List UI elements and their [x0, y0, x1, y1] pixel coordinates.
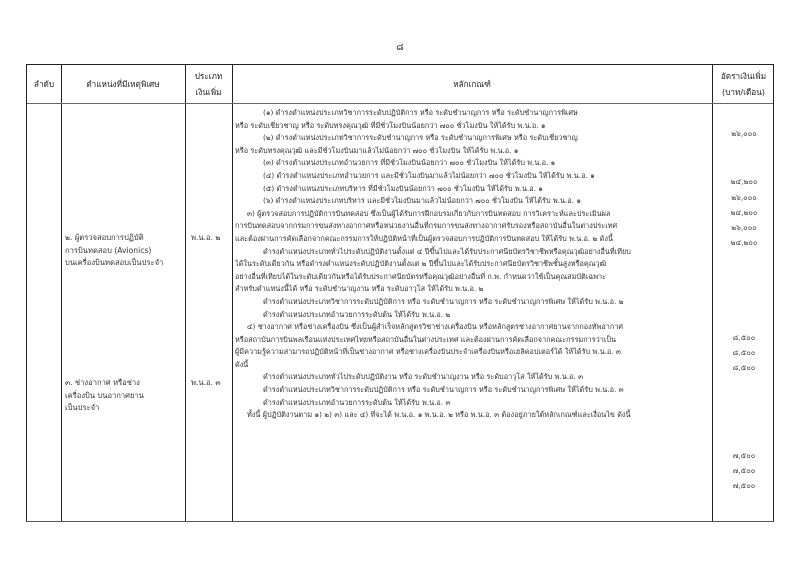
column-divider [185, 65, 186, 521]
rate-amount: ๒๖,๐๐๐ [731, 129, 757, 138]
criteria-line: หรือ ระดับทรงคุณวุฒิ และมีชั่วโมงบินมาแล้วไม่น้อยกว่า ๗๐๐ ชั่วโมงบิน ให้ได้รับ พ.น.อ. ๑ [235, 145, 519, 155]
criteria-line: หรือสถาบันการบินพลเรือนแห่งประเทศไทยหรือสถาบันอื่นในต่างประเทศ และต้องผ่านการคัดเลือกจากคณะกรรมการว่าเป็น [235, 334, 616, 344]
rate-amount: ๗,๕๐๐ [732, 481, 756, 490]
criteria-line: และต้องผ่านการคัดเลือกจากคณะกรรมการให้ปฏิบัติหน้าที่เป็นผู้ตรวจสอบการปฏิบัติการบินทดสอบ ให้ได้รับ พ.น.อ. ๒ ดังนี้ [235, 233, 613, 243]
header-criteria: หลักเกณฑ์ [453, 79, 491, 89]
criteria-line: หรือ ระดับเชี่ยวชาญ หรือ ระดับทรงคุณวุฒิ ที่มีชั่วโมงบินน้อยกว่า ๗๐๐ ชั่วโมงบิน ให้ได้รับ พ.น.อ. ๑ [235, 120, 546, 130]
criteria-line: (๖) ดำรงตำแหน่งประเภทบริหาร และมีชั่วโมงบินมาแล้วไม่น้อยกว่า ๗๐๐ ชั่วโมงบิน ให้ได้รับ พ.น.อ. ๑ [263, 196, 581, 206]
header-rate: อัตราเงินเพิ่ม (บาท/เดือน) [720, 71, 767, 97]
criteria-line: ดังนี้ [235, 359, 249, 369]
criteria-line: ดำรงตำแหน่งประเภทวิชาการระดับปฏิบัติการ หรือ ระดับชำนาญการ หรือ ระดับชำนาญการพิเศษ ให้ได้รับ พ.น.อ. ๒ [263, 296, 624, 306]
criteria-line: ผู้มีความรู้ความสามารถปฏิบัติหน้าที่เป็นช่างอากาศ หรือช่างเครื่องบินประจำเครื่องบินหรือเฮลิคอปเตอร์ได้ ให้ได้รับ พ.น.อ. ๓ [235, 347, 621, 357]
criteria-line: (๕) ดำรงตำแหน่งประเภทบริหาร ที่มีชั่วโมงบินน้อยกว่า ๗๐๐ ชั่วโมงบิน ให้ได้รับ พ.น.อ. ๑ [263, 183, 543, 193]
criteria-line: ดำรงตำแหน่งประเภทอำนวยการระดับต้น ให้ได้รับ พ.น.อ. ๓ [263, 397, 451, 407]
rate-amount: ๗,๕๐๐ [732, 466, 756, 475]
rate-amount: ๒๖,๐๐๐ [731, 223, 757, 232]
rate-amount: ๗,๕๐๐ [732, 451, 756, 460]
criteria-table [26, 64, 774, 522]
type-cell: พ.น.อ. ๒ [191, 233, 221, 242]
criteria-line: (๑) ดำรงตำแหน่งประเภทวิชาการระดับปฏิบัติการ หรือ ระดับชำนาญการ หรือ ระดับชำนาญการพิเศษ [263, 108, 578, 117]
rate-amount: ๒๔,๒๐๐ [730, 208, 758, 217]
position-cell: ๒. ผู้ตรวจสอบการปฏิบัติ การบินทดสอบ (Avionics) บนเครื่องบินทดสอบเป็นประจำ [65, 233, 164, 268]
rate-amount: ๒๔,๒๐๐ [730, 177, 758, 186]
criteria-line: ทั้งนี้ ผู้ปฏิบัติงานตาม ๑) ๒) ๓) และ ๔) ที่จะได้ พ.น.อ. ๑ พ.น.อ. ๒ หรือ พ.น.อ. ๓ ต้องอยู่ภายใต้หลักเกณฑ์และเงื่อนไข ดังนี้ [247, 410, 631, 420]
rate-amount: ๒๔,๒๐๐ [730, 238, 758, 247]
criteria-line: การบินทดสอบจากกรมการขนส่งทางอากาศหรือหน่วยงานอื่นที่กรมการขนส่งทางอากาศรับรองหรือสถาบันอื่นในต่างประเทศ [235, 221, 618, 231]
header-position: ตำแหน่งที่มีเหตุพิเศษ [86, 79, 160, 89]
criteria-line: ๔) ช่างอากาศ หรือช่างเครื่องบิน ซึ่งเป็นผู้สำเร็จหลักสูตรวิชาช่างเครื่องบิน หรือหลักสูตรช่างอากาศยานจากกองทัพอากาศ [247, 322, 623, 332]
criteria-line: ดำรงตำแหน่งประเภทอำนวยการระดับต้น ให้ได้รับ พ.น.อ. ๒ [263, 309, 451, 319]
rate-amount: ๘,๕๐๐ [732, 333, 756, 342]
criteria-line: อย่างอื่นที่เทียบได้ในระดับเดียวกันหรือได้รับประกาศนียบัตรหรือคุณวุฒิอย่างอื่นที่ ก.พ. กำหนดว่าใช้เป็นคุณสมบัติเฉพาะ [235, 271, 607, 281]
criteria-line: สำหรับตำแหน่งนี้ได้ หรือ ระดับชำนาญงาน หรือ ระดับอาวุโส ให้ได้รับ พ.น.อ. ๒ [235, 284, 484, 294]
page-number: ๘ [396, 42, 404, 53]
criteria-line: (๒) ดำรงตำแหน่งประเภทวิชาการระดับชำนาญการ หรือ ระดับชำนาญการพิเศษ หรือ ระดับเชี่ยวชาญ [263, 133, 578, 143]
header-order: ลำดับ [33, 79, 55, 89]
criteria-line: ได้ในระดับเดียวกัน หรือดำรงตำแหน่งระดับปฏิบัติงานตั้งแต่ ๒ ปีขึ้นไปและได้รับประกาศนียบัตรวิชาชีพชั้นสูงหรือคุณวุฒิ [235, 259, 607, 269]
rate-amount: ๘,๕๐๐ [732, 363, 756, 372]
rate-amount: ๒๖,๐๐๐ [731, 193, 757, 202]
header-type: ประเภท เงินเพิ่ม [194, 71, 223, 97]
column-divider [232, 65, 233, 521]
column-divider [61, 65, 62, 521]
rate-amount: ๘,๕๐๐ [732, 348, 756, 357]
type-cell: พ.น.อ. ๓ [191, 378, 221, 387]
position-cell: ๓. ช่างอากาศ หรือช่าง เครื่องบิน บนอากาศยาน เป็นประจำ [65, 378, 144, 413]
criteria-line: ดำรงตำแหน่งประเภทวิชาการระดับปฏิบัติการ หรือ ระดับชำนาญการ หรือ ระดับชำนาญการพิเศษ ให้ได้รับ พ.น.อ. ๓ [263, 385, 624, 395]
criteria-line: ดำรงตำแหน่งประเภททั่วไประดับปฏิบัติงานตั้งแต่ ๔ ปีขึ้นไปและได้รับประกาศนียบัตรวิชาชีพหรือคุณวุฒิอย่างอื่นที่เทียบ [263, 246, 631, 256]
criteria-line: ดำรงตำแหน่งประเภททั่วไประดับปฏิบัติงาน หรือ ระดับชำนาญงาน หรือ ระดับอาวุโส ให้ได้รับ พ.น.อ. ๓ [263, 372, 584, 382]
criteria-line: (๔) ดำรงตำแหน่งประเภทอำนวยการ และมีชั่วโมงบินมาแล้วไม่น้อยกว่า ๗๐๐ ชั่วโมงบิน ให้ได้รับ พ.น.อ. ๑ [263, 170, 595, 180]
criteria-line: ๓) ผู้ตรวจสอบการปฏิบัติการบินทดสอบ ซึ่งเป็นผู้ได้รับการฝึกอบรมเกี่ยวกับการบินทดสอบ การวิเคราะห์และประเมินผล [247, 208, 611, 218]
criteria-line: (๓) ดำรงตำแหน่งประเภทอำนวยการ ที่มีชั่วโมงบินน้อยกว่า ๗๐๐ ชั่วโมงบิน ให้ได้รับ พ.น.อ. ๑ [263, 158, 556, 168]
criteria-text [235, 107, 713, 422]
header-divider [27, 103, 773, 104]
